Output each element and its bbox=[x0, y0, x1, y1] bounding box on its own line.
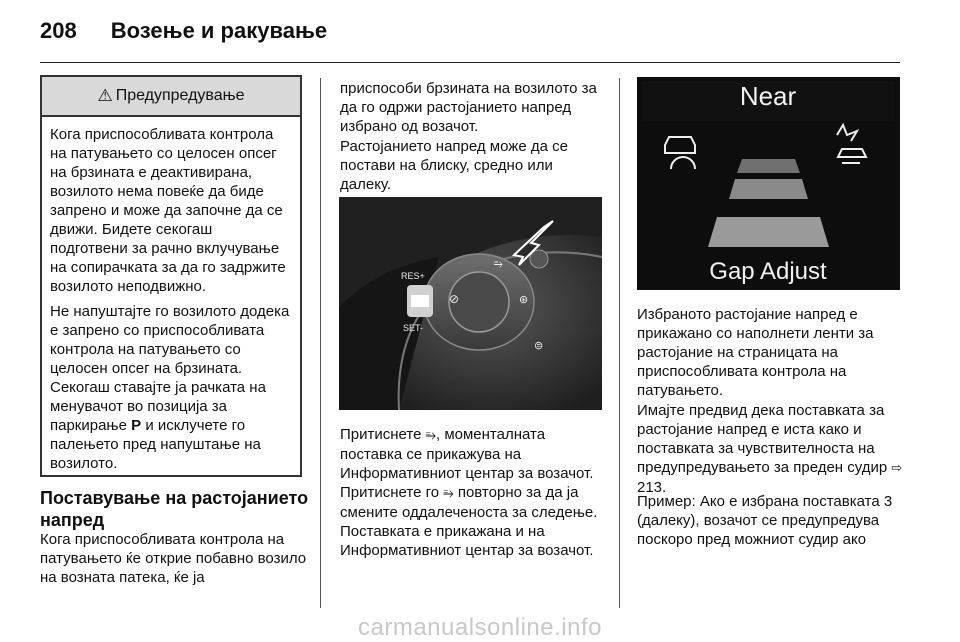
warning-header bbox=[42, 77, 300, 117]
body-paragraph: Избраното растојание напред е прикажано со наполнети ленти за растојание на страницата на приспособливата контрола на патувањето. bbox=[637, 306, 874, 399]
column-divider-left bbox=[320, 78, 321, 608]
warning-text: Не напуштајте го возилото додека е запрено со приспособливата контрола на патувањето со целосен опсег на брзината. Секогаш ставајте ја рачката на менувачот во позиција за паркирање bbox=[50, 303, 290, 434]
gap-symbol-icon: ⥱ bbox=[425, 428, 436, 443]
driver-info-display-figure bbox=[637, 77, 900, 290]
body-paragraph: Пример: Ако е избрана поставката 3 (далеку), возачот се предупредува поскоро пред можниот судир ако bbox=[637, 493, 893, 548]
page-number: 208 bbox=[40, 18, 77, 43]
distance-bar-2 bbox=[729, 179, 808, 199]
steering-wheel-illustration bbox=[339, 197, 602, 410]
page-title: Возење и ракување bbox=[110, 18, 328, 43]
warning-title: Предупредување bbox=[115, 87, 245, 104]
svg-text:⊛: ⊛ bbox=[519, 293, 529, 306]
svg-text:⊘: ⊘ bbox=[449, 292, 460, 306]
warning-paragraph: Кога приспособливата контрола на патувањето со целосен опсег на брзината е деактивирана, возилото нема повеќе да биде запрено и може да започне да се движи. Бидете секогаш подготвени за рачно вклучување на сопирачката за да го задржите возилото неподвижно. bbox=[50, 126, 286, 295]
warning-triangle-icon: ⚠ bbox=[97, 86, 113, 105]
page-header bbox=[40, 18, 327, 48]
gap-symbol-icon: ⥱ bbox=[443, 486, 454, 501]
body-paragraph: Притиснете ⥱, моменталната поставка се прикажува на Информативниот центар за возачот. Притиснете го ⥱ повторно за да ја смените оддалеченоста за следење. Поставката е прикажана и на Информативниот центар за возачот. bbox=[340, 426, 598, 559]
set-label: SET- bbox=[403, 323, 424, 333]
distance-bar-1 bbox=[737, 159, 800, 173]
svg-text:⊜: ⊜ bbox=[534, 339, 544, 352]
body-paragraph: Растојанието напред може да се постави на блиску, средно или далеку. bbox=[340, 138, 568, 193]
steering-wheel-controls-figure bbox=[339, 197, 602, 410]
warning-body bbox=[42, 117, 300, 473]
gap-adjust-display bbox=[637, 77, 900, 290]
body-paragraph: Имајте предвид дека поставката за растојание напред е иста како и поставката за чувствителноста на предупредувањето за преден судир ⇨ 213. bbox=[637, 402, 903, 496]
display-caption: Gap Adjust bbox=[709, 258, 827, 285]
warning-box bbox=[40, 75, 302, 477]
header-divider bbox=[40, 62, 900, 63]
warning-text: и исклучете го палењето пред напуштање на возилото. bbox=[50, 417, 261, 472]
page-reference-arrow-icon: ⇨ bbox=[891, 461, 903, 476]
column-divider-right bbox=[619, 78, 620, 608]
gap-button-symbol: ⥱ bbox=[494, 257, 503, 270]
res-label: RES+ bbox=[401, 271, 425, 281]
watermark: carmanualsonline.info bbox=[358, 614, 602, 641]
section-paragraph: Кога приспособливата контрола на патувањето ќе открие побавно возило на возната патека, ќе ја bbox=[40, 531, 307, 586]
display-title: Near bbox=[739, 81, 797, 111]
body-paragraph: приспособи брзината на возилото за да го одржи растојанието напред избрано од возачот. bbox=[340, 80, 597, 135]
park-position-label: P bbox=[131, 417, 142, 434]
warning-paragraph bbox=[50, 302, 292, 473]
distance-bar-3 bbox=[708, 217, 829, 247]
section-heading: Поставување на растојанието напред bbox=[40, 488, 309, 530]
